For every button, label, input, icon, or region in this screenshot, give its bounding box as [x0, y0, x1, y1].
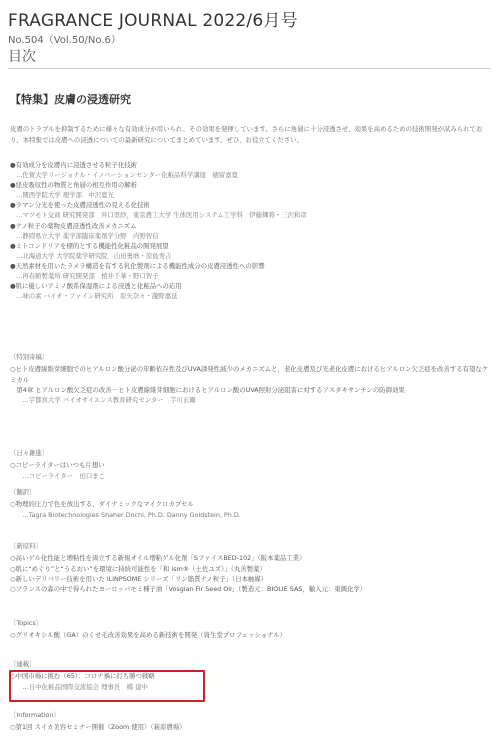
article-author: …味の素 バイオ・ファイン研究所 原矢奈々・瀧野嘉延 — [16, 292, 178, 301]
section-heading: 〔Information〕 — [10, 711, 60, 719]
article-subtitle: 第4章 ヒアルロン酸欠乏症の改善－ヒト皮膚線維芽細胞におけるヒアルロン酸のUVA照射分泌阻害に対するアスタキサンチンの防御効果 — [10, 385, 405, 394]
article-title[interactable]: ○コピーライターはいつも片想い — [10, 461, 105, 470]
article-title[interactable]: ●ミトコンドリアを標的とする機能性化粧品の開発展望 — [10, 241, 169, 250]
article-title[interactable]: ○第1回 スイカ美容セミナー開催（Zoom 使用）（萩原農場） — [10, 723, 186, 732]
article-title[interactable]: ○物理的圧力で色を放出する、ダイナミックなマイクロカプセル — [10, 500, 194, 509]
article-title[interactable]: ○高いゲル化性能と増粘性を両立する新規オイル増粘ゲル化剤「SファイスBED-102」（阪本薬品工業） — [10, 554, 306, 563]
section-special-article — [10, 352, 494, 405]
article-title[interactable]: ●ラマン分光を使った皮膚浸透性の見える化技術 — [10, 201, 150, 210]
section-translation — [10, 487, 494, 520]
article-title[interactable]: ○肌に“めぐり”と“うるおい”を環境に持続可能性を「和 ism®（土佐ユズ）」（丸善製薬） — [10, 564, 266, 573]
article-author: …コピーライター 田口まこ — [16, 471, 106, 480]
article-author: …宇都宮大学 バイオサイエンス教育研究センター 芋川玄爾 — [16, 396, 196, 405]
article-author: …関西学院大学 理学部 中沢寛光 — [16, 191, 114, 200]
article-author: …静岡県立大学 薬学部臨床薬剤学分野 内野智信 — [16, 231, 159, 240]
section-heading: 〔特別寄稿〕 — [10, 353, 49, 361]
special-feature-title: 【特集】皮膚の浸透研究 — [10, 93, 131, 106]
issue-number: No.504（Vol.50/No.6） — [8, 35, 121, 46]
journal-title: FRAGRANCE JOURNAL 2022/6月号 — [8, 11, 298, 31]
highlight-box — [9, 670, 205, 702]
section-heading: 〔翻訳〕 — [10, 488, 36, 496]
article-title[interactable]: ●経皮吸収性の物質と角層の相互作用の解析 — [10, 181, 137, 190]
article-author: …マツモト交商 研究開発部 井口里紗，東京農工大学 生体医用システム工学科 伊藤輝将・三沢和彦 — [16, 211, 307, 220]
article-title[interactable]: ○グリオキシル酸（GA）のくせ毛改善効果を高める新技術を開発（資生堂プロフェッショナル） — [10, 631, 286, 640]
section-topics — [10, 618, 494, 641]
section-heading: 〔日々雑進〕 — [10, 449, 49, 457]
section-information — [10, 710, 494, 733]
article-title[interactable]: ○ヒト皮膚線維芽細胞でのヒアルロン酸分泌の年齢依存性及びUVA誘発性減少のメカニズムと，老化皮膚及び光老化皮膚におけるヒアルロン欠乏症を改善する有望なケミカル — [10, 365, 489, 384]
toc-heading: 目次 — [8, 49, 36, 65]
section-new-materials — [10, 541, 494, 594]
special-feature-list — [10, 160, 494, 301]
special-feature-intro: 皮膚のトラブルを抑制するために様々な有効成分が用いられ、その効果を発揮しています。さらに角層に十分浸透させ、効果を高めるための技術開発が試みられており、本特集では皮膚への浸透についての最新研究についてまとめています。ぜひ、お役立てください。 — [10, 125, 483, 144]
article-title[interactable]: ●天然素材を用いたラメラ構造を有する乳化製剤による機能性成分の皮膚浸透性への影響 — [10, 261, 265, 270]
section-heading: 〔新原料〕 — [10, 542, 42, 550]
article-author: …再春館製薬所 研究開発部 植井千華・野口智子 — [16, 272, 159, 281]
article-title[interactable]: ●ナノ粒子の薬物皮膚浸透性改善メカニズム — [10, 221, 137, 230]
section-heading: 〔Topics〕 — [10, 619, 43, 627]
section-daily — [10, 448, 494, 481]
header-divider — [8, 68, 490, 69]
article-title[interactable]: ○フランスの森の中で得られたヨーロッパモミ種子油「Vosgian Fir Seed Oil」（製造元：BIOLIE SAS，輸入元：東興化学） — [10, 585, 367, 594]
article-title[interactable]: ●肌に優しいアミノ酸系保湿剤による浸透と化粧品への応用 — [10, 282, 182, 291]
article-author: …佐賀大学リージョナル・イノベーションセンター化粧品科学講座 徳留嘉寛 — [16, 171, 238, 180]
article-author: …日中化粧品国際交流協会 理事長 橋 建中 — [16, 682, 148, 691]
section-heading: 〔連載〕 — [10, 660, 36, 668]
article-title[interactable]: ●有効成分を皮膚内に浸透させる粒子化技術 — [10, 161, 137, 169]
article-title[interactable]: ○中国市場に挑む（65）：コロナ禍に打ち勝つ戦略 — [10, 672, 155, 681]
article-title[interactable]: ○新しいデリバリー技術を用いた iLiNPSOME シリーズ「リン脂質ナノ粒子」（日本触媒） — [10, 574, 268, 583]
article-author: …Tagra Biotechnologies Shaher Dochi, Ph.D. Danny Goldstein, Ph.D. — [16, 510, 241, 519]
article-author: …北海道大学 大学院薬学研究院 山田勇磨・原島秀吉 — [16, 251, 172, 260]
